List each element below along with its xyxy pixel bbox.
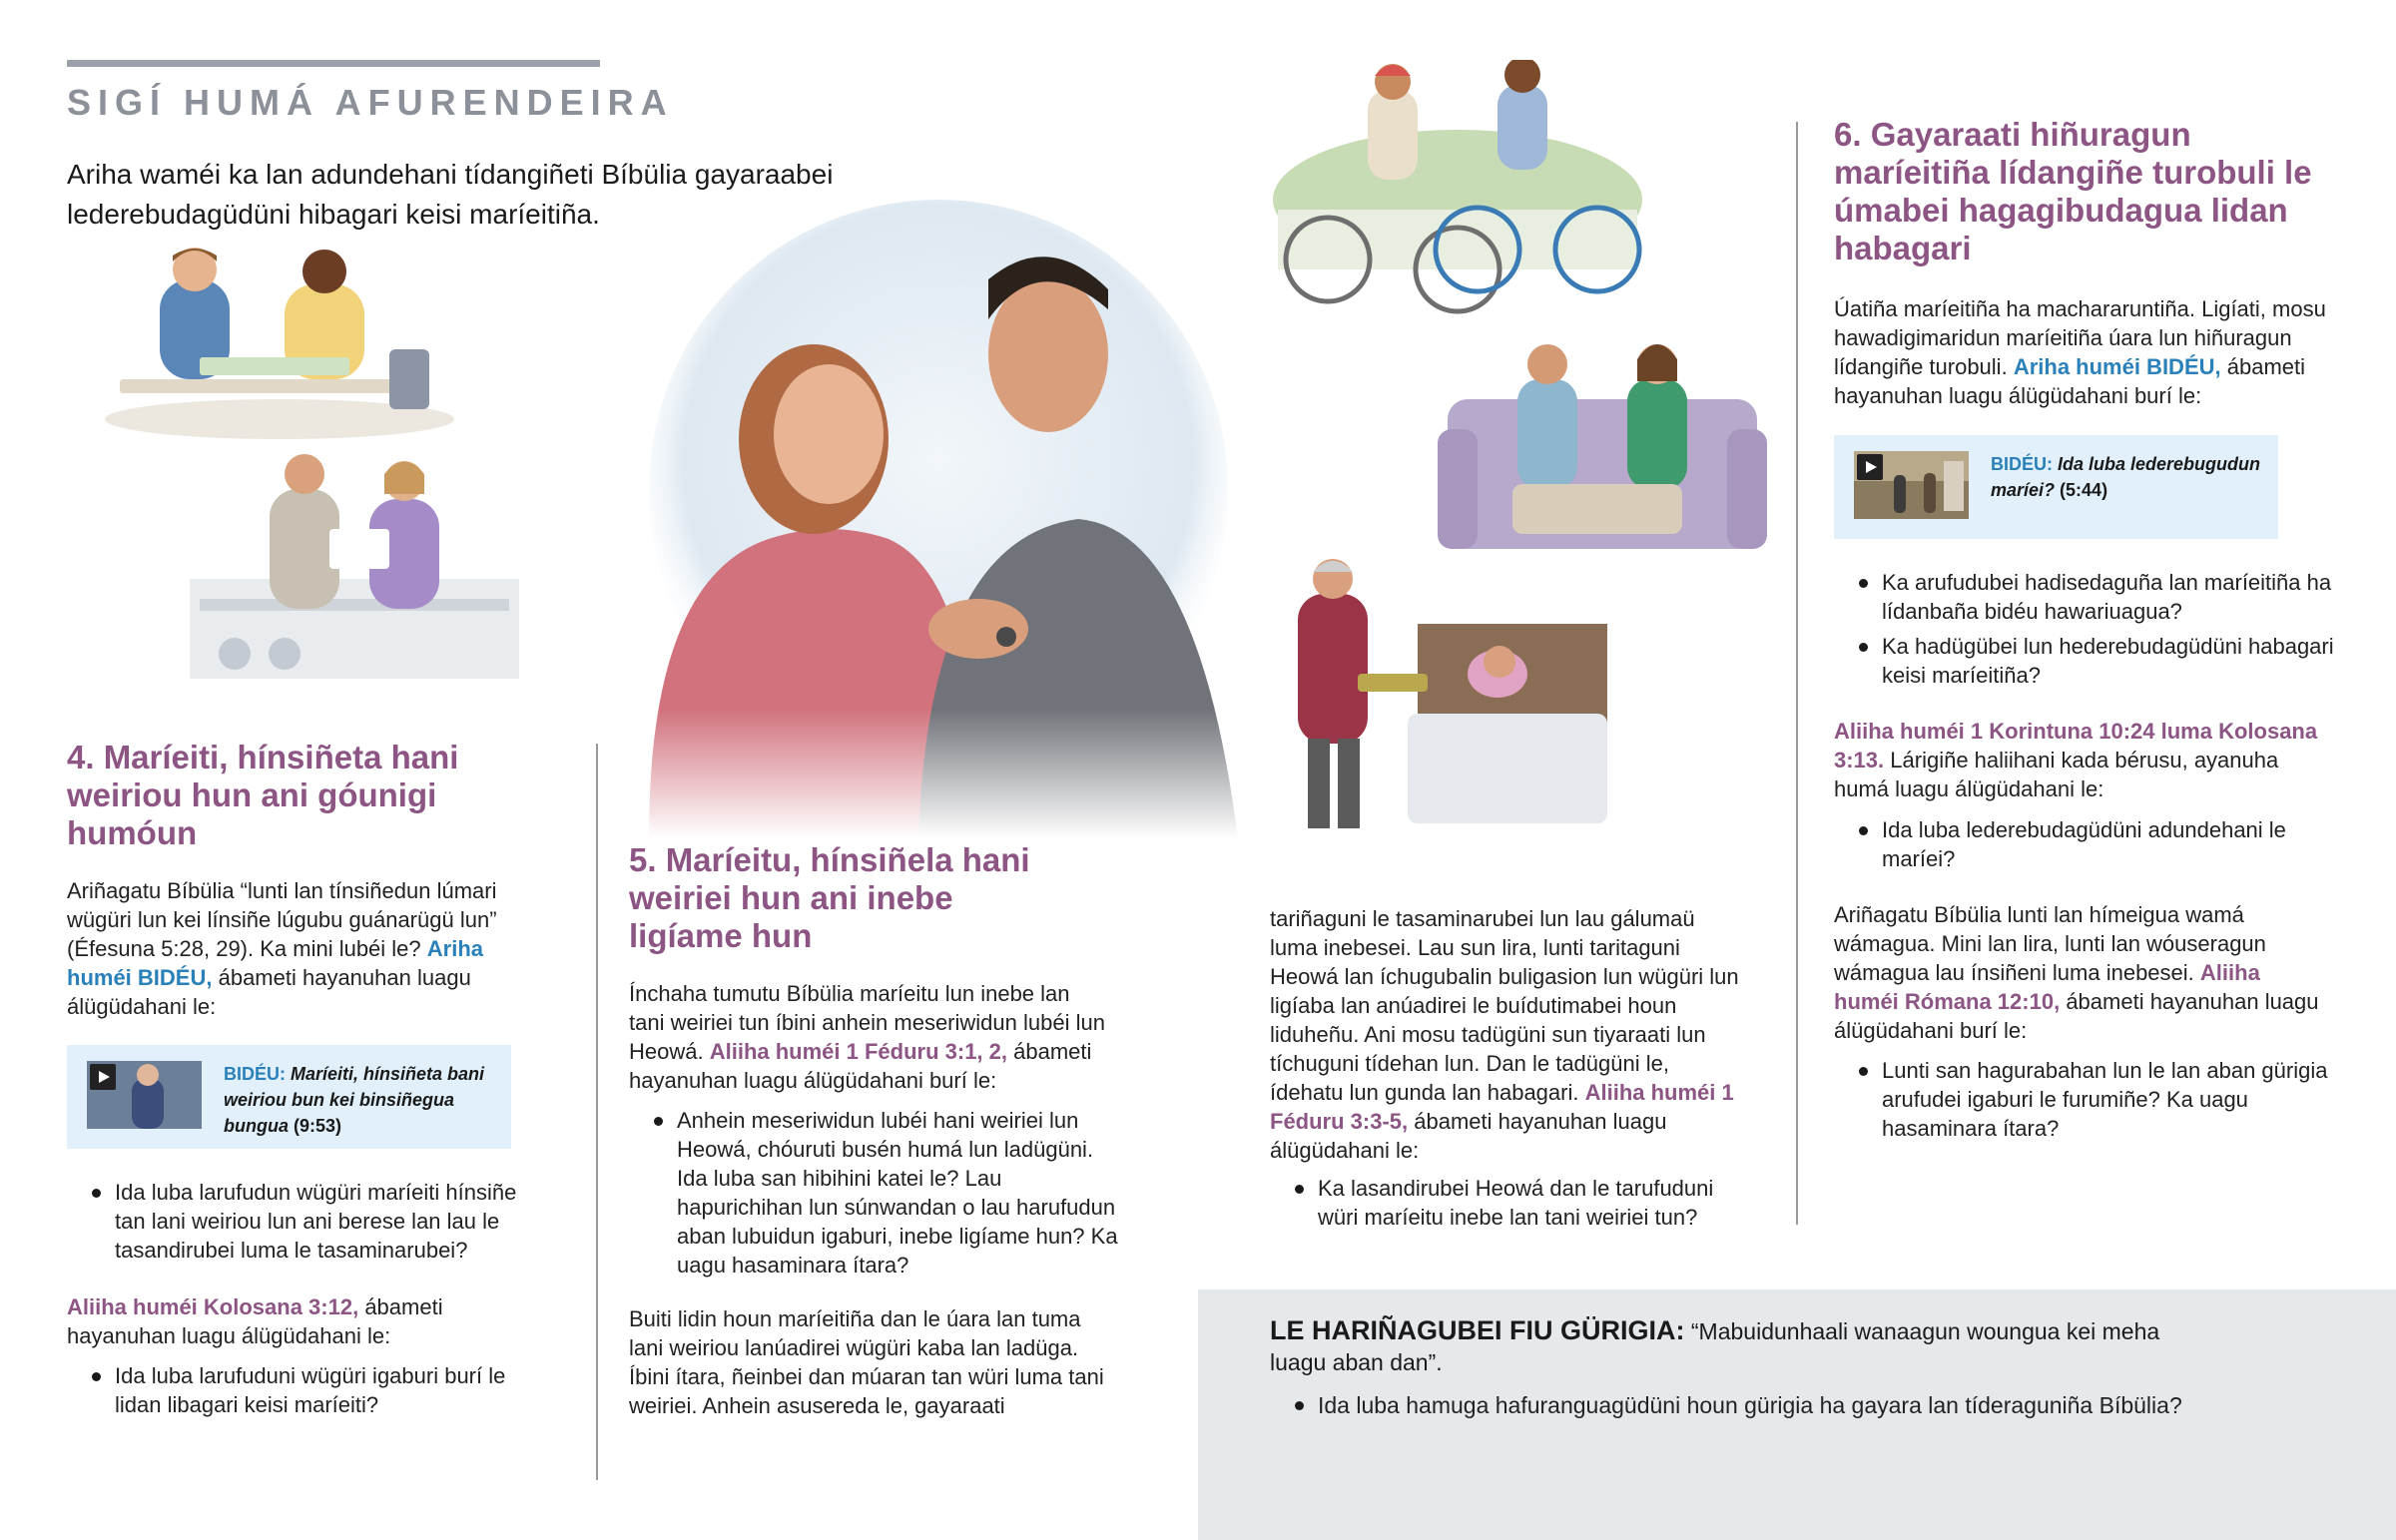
section-6-video-caption [1991,451,2270,503]
section-4-text: Ariñagatu Bíbülia “lunti lan tínsiñedun lúmari wügüri lun kei línsiñe lúgubu guánarügü lun” (Éfesuna 5:28, 29). Ka mini lubéi le? [67,878,497,961]
reference-tail: Lárigiñe haliihani kada bérusu, ayanuha humá luagu álügüdahani le: [1834,748,2279,801]
question-item: Lunti san hagurabahan lun le lan aban gürigia arufudei igaburi le furumiñe? Ka uagu hasaminara ítara? [1834,1056,2333,1143]
section-4-video-link[interactable]: Ariha huméi BIDÉU, [67,936,484,990]
question-item: Ka lasandirubei Heowá dan le tarufuduni würi maríeitu inebe lan tani weiriei tun? [1270,1174,1759,1232]
section-6-questions-3 [1834,1056,2333,1143]
scripture-link[interactable]: Aliiha huméi 1 Féduru 3:1, 2, [709,1039,1008,1064]
section-5-questions [629,1106,1118,1280]
question-item: Ida luba larufuduni wügüri igaburi burí le lidan libagari keisi maríeiti? [67,1361,546,1419]
question-item: Ida luba hamuga hafuranguagüdüni houn gürigia ha gayara lan tíderaguniña Bíbülia? [1270,1390,2268,1421]
video-duration: (9:53) [294,1116,342,1136]
column-divider [596,744,598,1480]
section-5-cont-tail: ábameti hayanuhan luagu álügüdahani le: [1270,1109,1667,1163]
consider-box [1270,1315,2198,1378]
scripture-link[interactable]: Aliiha huméi 1 Féduru 3:3-5, [1270,1080,1734,1134]
section-4-tail: ábameti hayanuhan luagu álügüdahani le: [67,965,471,1019]
section-kicker: SIGÍ HUMÁ AFURENDEIRA [67,82,674,123]
section-6-questions-2 [1834,815,2323,873]
video-duration: (5:44) [2060,480,2108,500]
section-5-text: Ínchaha tumutu Bíbülia maríeitu lun inebe lan tani weiriei tun íbini anhein meseriwidun lubéi lun Heowá. [629,981,1105,1064]
section-4-reference [67,1292,546,1350]
section-5-paragraph-2: Buiti lidin houn maríeitiña dan le úara lan tuma lani weiriou lanúadirei wügüri kaba lan ladüga. Íbini ítara, ñeinbei dan múaran tan würi luma tani weiriei. Anhein asusereda le, gayaraati [629,1306,1104,1418]
video-thumbnail[interactable] [1854,451,1969,519]
section-6-reference [1834,717,2333,803]
question-item: Ka arufudubei hadisedaguña lan maríeitiña ha lídanbaña bidéu hawariuagua? [1834,568,2343,626]
section-5-paragraph [629,979,1108,1095]
video-thumbnail[interactable] [87,1061,202,1129]
illustration-couple-cycling [1258,60,1657,329]
question-item: Ida luba lederebudagüdüni adundehani le maríei? [1834,815,2323,873]
play-icon[interactable] [90,1064,116,1090]
section-5-continuation [1270,904,1744,1165]
section-5-cont-questions [1270,1174,1759,1232]
section-6-paragraph-2 [1834,900,2323,1045]
scripture-link[interactable]: Aliiha huméi 1 Korintuna 10:24 luma Kolosana 3:13. [1834,719,2318,772]
section-6-text: Úatiña maríeitiña ha machararuntiña. Ligíati, mosu hawadigimaridun maríeitiña úara lun hiñuragun lídangiñe turobuli. [1834,296,2326,379]
section-4-paragraph [67,876,536,1021]
section-6-video-link[interactable]: Ariha huméi BIDÉU, [2013,354,2221,379]
video-label: BIDÉU: [1991,454,2053,474]
video-title: Ida luba lederebugudun maríei? [1991,454,2261,500]
question-item: Ka hadügübei lun hederebudagüdüni habagari keisi maríeitiña? [1834,632,2343,690]
reference-tail: ábameti hayanuhan luagu álügüdahani le: [67,1294,443,1348]
illustration-couple-portrait [589,190,1238,838]
scripture-link[interactable]: Aliiha huméi Rómana 12:10, [1834,960,2260,1014]
section-4-questions-2 [67,1361,546,1419]
intro-paragraph: Ariha waméi ka lan adundehani tídangiñeti Bíbülia gayaraabei lederebudagüdüni hibagari keisi maríeitiña. [67,159,834,230]
illustration-couple-kitchen [190,439,519,679]
section-6-tail: ábameti hayanuhan luagu álügüdahani burí le: [1834,354,2306,408]
illustration-caring-spouse [1268,534,1617,848]
illustration-couple-studying [100,240,459,439]
section-6-heading: 6. Gayaraati hiñuragun maríeitiña lídangiñe turobuli le úmabei hagagibudagua lidan habagari [1834,116,2312,266]
section-4-questions [67,1178,546,1265]
question-item: Anhein meseriwidun lubéi hani weiriei lun Heowá, chóuruti busén humá lun ladügüni. Ida luba san hibihini katei le? Lau hapurichihan lun súnwandan o lau harufudun aban lubuidun igaburi, inebe ligíame hun? Ka uagu hasaminara ítara? [629,1106,1118,1280]
play-icon[interactable] [1857,454,1883,480]
section-6-para2-tail: ábameti hayanuhan luagu álügüdahani burí le: [1834,989,2319,1043]
section-4-video-card[interactable] [67,1045,511,1149]
column-divider [1796,122,1798,1225]
question-item: Ida luba larufudun wügüri maríeiti hínsiñe tan lani weiriou lun ani berese lan lau le tasandirubei luma le tasaminarubei? [67,1178,546,1265]
section-6-questions [1834,568,2343,690]
section-5-tail: ábameti hayanuhan luagu álügüdahani burí le: [629,1039,1092,1093]
consider-questions [1270,1390,2268,1421]
section-5-cont-text: tariñaguni le tasaminarubei lun lau gálumaü luma inebesei. Lau sun lira, lunti taritaguni Heowá lan íchugubalin buligasion lun wügüri lun ligíaba lan anúadirei le buídutimabei houn liduheñu. Ani mosu tadügüni sun tiyaraati lun tíchuguni tídehan lun. Dan le tadügüni le, ídehatu lun gunda lan habagari. [1270,906,1739,1105]
consider-title: LE HARIÑAGUBEI FIU GÜRIGIA: [1270,1315,1685,1345]
section-6-video-card[interactable] [1834,435,2278,539]
section-6-paragraph [1834,294,2333,410]
section-6-para2-text: Ariñagatu Bíbülia lunti lan hímeigua wamá wámagua. Mini lan lira, lunti lan wóuseragun wámagua lau ínsiñeni luma inebesei. [1834,902,2266,985]
consider-quote: “Mabuidunhaali wanaagun woungua kei meha luagu aban dan”. [1270,1318,2160,1375]
kicker-rule [67,60,600,67]
scripture-link[interactable]: Aliiha huméi Kolosana 3:12, [67,1294,359,1319]
section-5-heading: 5. Maríeitu, hínsiñela hani weiriei hun ani inebe ligíame hun [629,841,1030,954]
section-4-video-caption [224,1061,498,1139]
video-label: BIDÉU: [224,1064,286,1084]
video-title: Maríeiti, hínsiñeta bani weiriou bun kei binsiñegua bungua [224,1064,485,1136]
section-4-heading: 4. Maríeiti, hínsiñeta hani weiriou hun ani góunigi humóun [67,739,459,851]
